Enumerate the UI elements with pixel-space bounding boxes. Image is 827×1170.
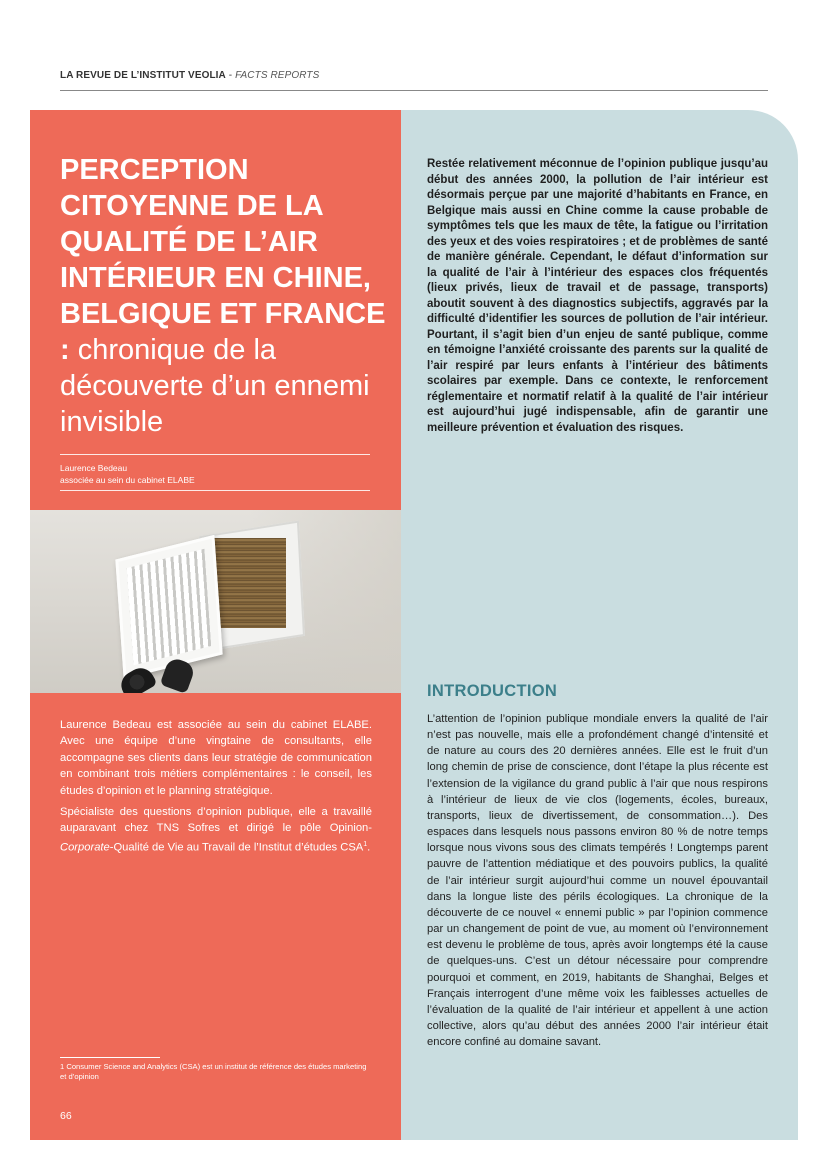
running-header [60, 70, 768, 81]
article-photo [30, 510, 401, 693]
glove-left [116, 663, 157, 693]
lead-paragraph: Restée relativement méconnue de l’opinion publique jusqu’au début des années 2000, la pollution de l’air intérieur est désormais perçue par une majorité d’habitants en France, en Belgique mais aussi en Chine comme la cause probable de symptômes tels que les maux de tête, la fatigue ou l’irritation des yeux et des voies respiratoires ; et de problèmes de santé de manière générale. Cependant, le défaut d’information sur la qualité de l’air à l’intérieur des espaces clos fréquentés (lieux privés, lieux de travail et de passage, transports) aboutit souvent à des diagnostics subjectifs, aggravés par la difficulté d’identifier les sources de pollution de l’air intérieur. Pourtant, il s’agit bien d’un enjeu de santé publique, comme en témoigne l’anxiété croissante des parents sur la qualité de l’air respiré par leurs enfants à l’intérieur des bâtiments scolaires par exemple. Dans ce contexte, le renforcement réglementaire et normatif relatif à la qualité de l’air intérieur est aujourd’hui jugé indispensable, afin de garantir une meilleure prévention et évaluation des risques. [427, 158, 768, 434]
header-rule [60, 90, 768, 91]
air-vent-grille-icon [115, 535, 222, 679]
article-title [60, 152, 390, 440]
glove-right [160, 656, 197, 693]
journal-name: LA REVUE DE L’INSTITUT VEOLIA [60, 70, 226, 81]
footnote-rule [60, 1057, 160, 1058]
bio-p2-part-a: Spécialiste des questions d’opinion publique, elle a travaillé auparavant chez TNS Sofres et dirigé le pôle Opinion- [60, 806, 372, 835]
author-rule [60, 490, 370, 491]
bio-paragraph-2 [60, 804, 372, 856]
title-bold: PERCEPTION CITOYENNE DE LA QUALITÉ DE L’AIR INTÉRIEUR EN CHINE, BELGIQUE ET FRANCE : [60, 154, 386, 366]
title-subtitle: chronique de la découverte d’un ennemi invisible [60, 334, 370, 438]
author-name: Laurence Bedeau [60, 463, 128, 473]
introduction-body: L’attention de l’opinion publique mondiale envers la qualité de l’air n’est pas nouvelle, mais elle a profondément changé d’intensité et de nature au cours des 20 dernières années. Elle est le fruit d’un long chemin de prise de conscience, dont l’étape la plus récente est l’extension de la vigilance du grand public à l’air que nous respirons à l’intérieur de lieux de vie clos (logements, écoles, bureaux, transports, lieux de divertissement, de consommation…). Des espaces dans lesquels nous passons environ 80 % de notre temps lorsque nous vivons sous des climats tempérés ! Longtemps parent pauvre de l’attention médiatique et des pouvoirs publics, la qualité de l’air intérieur surgit aujourd’hui comme un nouvel épouvantail dans la longue liste des périls écologiques. La chronique de la découverte de ce nouvel « ennemi public » par l’opinion commence par un changement de point de vue, au moment où l’environnement est devenu le problème de tous, après avoir longtemps été la cause de quelques-uns. C’est un détour nécessaire pour comprendre pourquoi et comment, en 2019, habitants de Shanghai, Belges et Français interrogent d’une même voix les faiblesses actuelles de l’évaluation de la qualité de l’air intérieur et appellent à une action collective, alors qu’au début des années 2000 l’air intérieur était encore confiné au domaine savant. [427, 713, 768, 1049]
bio-paragraph-1: Laurence Bedeau est associée au sein du cabinet ELABE. Avec une équipe d’une vingtaine de consultants, elle accompagne ses clients dans leur stratégie de communication en combinant trois métiers complémentaires : le conseil, les études d’opinion et le planning stratégique. [60, 719, 372, 797]
header-separator: - [225, 70, 236, 81]
page-number: 66 [60, 1110, 72, 1122]
author-role: associée au sein du cabinet ELABE [60, 475, 195, 485]
grille-slats [127, 549, 211, 666]
series-name: FACTS REPORTS [235, 70, 320, 81]
title-rule [60, 454, 370, 455]
gloved-hands [120, 660, 200, 693]
footnote-marker: 1 [363, 840, 368, 848]
bio-p2-end: . [367, 841, 371, 854]
introduction-heading: INTRODUCTION [427, 682, 558, 700]
footnote: 1 Consumer Science and Analytics (CSA) est un institut de référence des études marketing et d’opinion [60, 1062, 367, 1081]
bio-p2-italic: Corporate [60, 841, 110, 854]
bio-p2-part-b: -Qualité de Vie au Travail de l’Institut d’études CSA [109, 841, 364, 854]
author-bio [60, 717, 372, 861]
author-block [60, 462, 195, 486]
dusty-duct [212, 538, 286, 628]
